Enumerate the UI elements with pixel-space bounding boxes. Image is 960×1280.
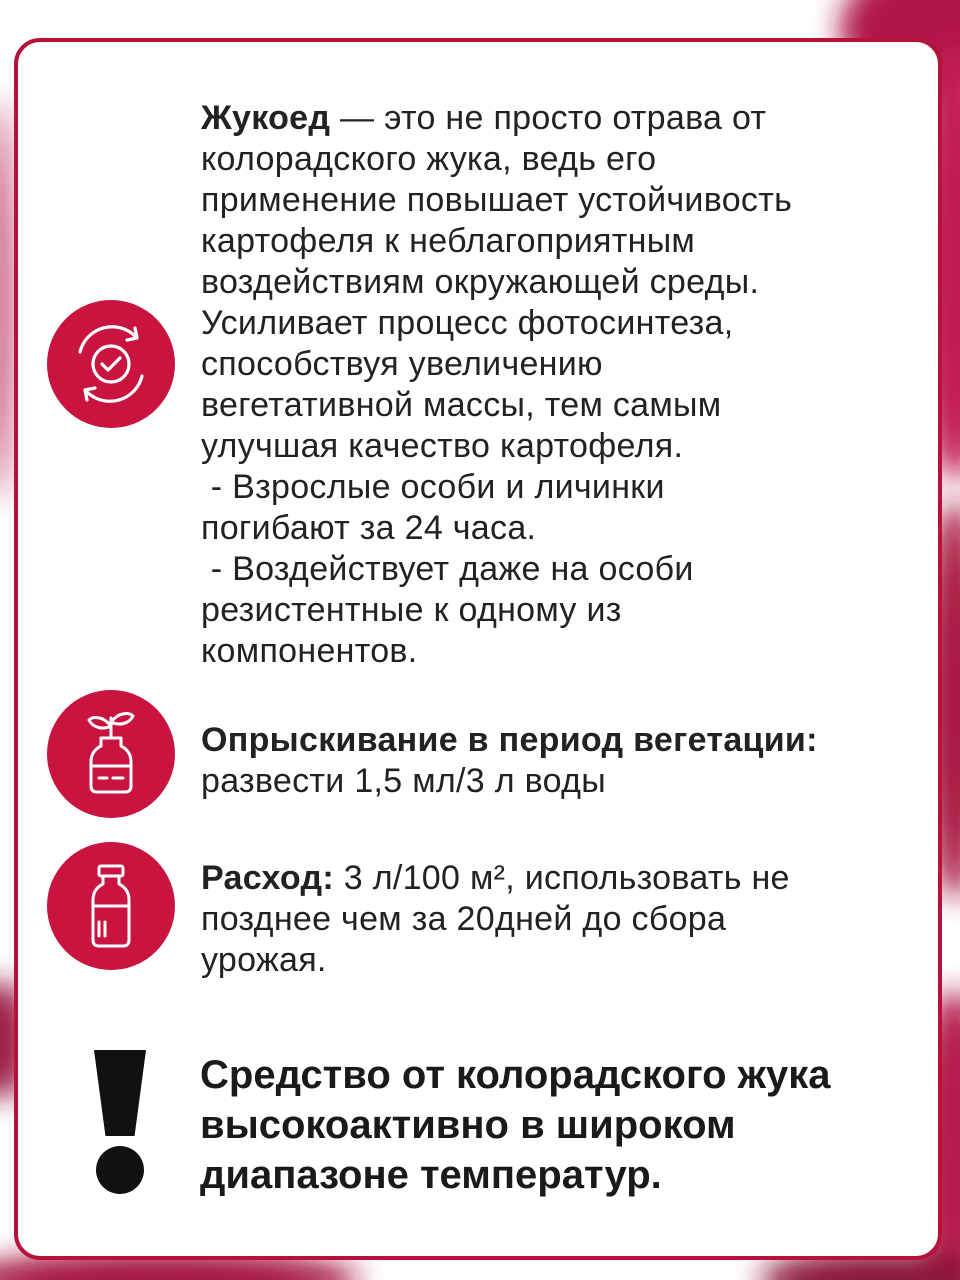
sprout-bottle-icon <box>47 690 175 818</box>
consumption-line: урожая. <box>201 941 327 979</box>
product-name: Жукоед <box>201 99 331 137</box>
consumption-block <box>201 858 926 981</box>
desc-line: картофеля к неблагоприятным <box>201 222 696 260</box>
consumption-title: Расход: <box>201 859 334 897</box>
desc-line: - Воздействует даже на особи <box>201 550 694 588</box>
desc-line: - Взрослые особи и личинки <box>201 468 665 506</box>
consumption-line: позднее чем за 20дней до сбора <box>201 900 727 938</box>
desc-line: — это не просто отрава от <box>330 99 767 137</box>
warning-line: Средство от колорадского жука <box>200 1053 831 1097</box>
desc-line: Усиливает процесс фотосинтеза, <box>201 304 734 342</box>
desc-line: вегетативной массы, тем самым <box>201 386 722 424</box>
description-block <box>201 98 921 672</box>
desc-line: колорадского жука, ведь его <box>201 140 657 178</box>
spraying-block <box>201 720 926 802</box>
spraying-title: Опрыскивание в период вегетации: <box>201 721 818 759</box>
bottle-icon <box>47 842 175 970</box>
desc-line: погибают за 24 часа. <box>201 509 537 547</box>
consumption-line: 3 л/100 м², использовать не <box>334 859 790 897</box>
desc-line: воздействиям окружающей среды. <box>201 263 760 301</box>
desc-line: улучшая качество картофеля. <box>201 427 684 465</box>
desc-line: резистентные к одному из <box>201 591 622 629</box>
warning-line: высокоактивно в широком <box>200 1103 736 1147</box>
desc-line: компонентов. <box>201 632 418 670</box>
desc-line: способствуя увеличению <box>201 345 603 383</box>
spraying-text: развести 1,5 мл/3 л воды <box>201 762 606 800</box>
warning-text <box>200 1050 930 1200</box>
warning-line: диапазоне температур. <box>200 1153 662 1197</box>
desc-line: применение повышает устойчивость <box>201 181 793 219</box>
cycle-check-icon <box>47 300 175 428</box>
